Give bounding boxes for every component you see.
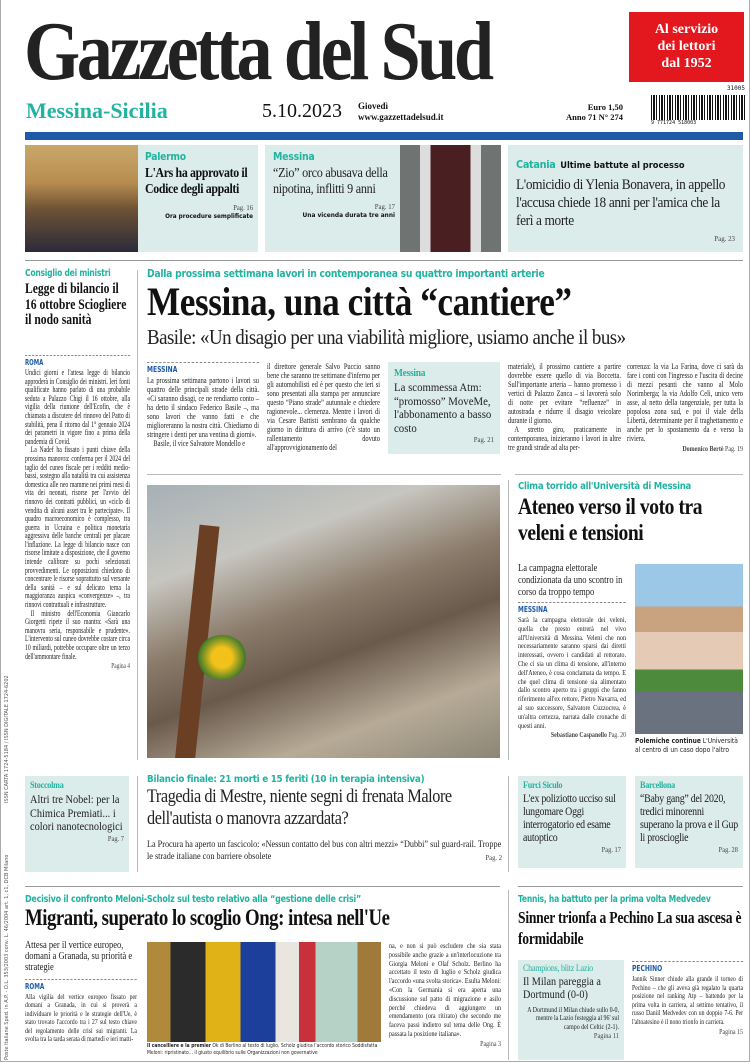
box-title: Altri tre Nobel: per la Chimica Premiati... i colori nanotecnologici [30,792,123,833]
article-page: Pag. 19 [725,444,743,453]
article-page: Pag. 2 [485,852,502,862]
teaser-title: “Zio” orco abusava della nipotina, inflitti 9 anni [273,165,388,196]
article-title: Migranti, superato lo scoglio Ong: intesa nell'Ue [25,905,390,931]
meloni-scholz-photo [147,942,381,1042]
article-lead [147,268,743,350]
article-kicker: Clima torrido all'Università di Messina [518,481,692,492]
box-champions[interactable] [518,960,624,1060]
teaser-title: L'omicidio di Ylenia Bonavera, in appello l'accusa chiede 18 anni per l'amica che la ferì a morte [516,177,726,229]
article-summary: La Procura ha aperto un fascicolo: «Nessun contatto del bus con altri mezzi» “Dubbi” sul guard-rail. Troppe le strade italiane con barriere obsolete [147,840,502,862]
teaser-kicker-secondary: Ultime battute al processo [560,161,685,171]
photo-caption: L'Università al centro di un caso dopo l'altro [635,737,738,754]
box-barcellona[interactable] [635,776,743,868]
article-page: Pagina 3 [480,1038,501,1048]
article-location: PECHINO [632,961,743,973]
photo-caption: Ok di Berlino al testo di luglio, Scholz giudica l'accordo storico Soddisfatta Meloni: ripristinato... il giusto equilibrio sulle Organizzazioni non governative [147,1043,378,1056]
article-kicker: Bilancio finale: 21 morti e 15 feriti (10 in terapia intensiva) [147,774,425,785]
box-page: Pagina 11 [593,1031,619,1041]
parliament-photo [25,145,138,252]
box-page: Pag. 17 [601,845,621,854]
margin-notes: Poste Italiane Sped. in A.P. - D.L. 353/2003 conv. L. 46/2004 art. 1, c1, DCB Milano ISSN CARTA 1724-5184 / ISSN DIGITALE 1724-6202 [4,675,10,1060]
article-bilancio [25,268,130,335]
article-page: Pag. 20 [608,730,626,740]
article-body: La Nadef ha fissato i punti chiave della prossima manovra: conferma per il 2024 del taglio del cuneo fiscale per i redditi medio-bassi, sostegno alla natalità tra cui assistenza domestica alle neo mamme nei primi mesi di vita dei neonati, risorse per l'avvio del rinnovo dei contratti pubblici, un «ciclo di vendita di alcuni asset tra le partecipate». Il quadro macroeconomico è complesso, tra guerra in Ucraina e politica monetaria aggressiva delle banche centrali per placare l'inflazione. La legge di bilancio nasce con risorse limitate a disposizione, che il governo intende calibrare su pochi selezionati provvedimenti. Le opposizioni chiedono di concentrare le risorse soprattutto sul versante della sanità – e sul delicato tema la maggioranza auspica «convergenze» –, tra rinnovi contrattuali e infrastrutture. [25,445,130,610]
article-body: Basile, il vice Salvatore Mondello e [153,439,246,448]
article-author: Domenico Bertè [682,444,724,453]
badge-line: Al servizio [654,22,719,37]
teaser-page: Pag. 16 [233,203,253,212]
teaser-subtitle: Una vicenda durata tre anni [302,211,395,219]
badge-line: dei lettori [657,39,716,54]
caption-bold: Il cancelliere e la premier [147,1043,211,1049]
box-title: Il Milan pareggia a Dortmund (0-0) [523,974,601,1001]
article-subtitle: Basile: «Un disagio per una viabilità migliore, usiamo anche il bus» [147,325,626,349]
article-page: Pagina 15 [719,1026,743,1036]
issn-digital: ISSN DIGITALE 1724-6202 [4,675,10,740]
teaser-kicker: Messina [273,151,315,163]
university-photo [635,564,743,734]
article-kicker: Consiglio dei ministri [25,268,111,279]
article-kicker: Decisivo il confronto Meloni-Scholz sul testo relativo alla “gestione delle crisi” [25,894,361,905]
article-location: ROMA [25,355,130,367]
issue-date: 5.10.2023 [262,100,342,122]
teaser-messina[interactable] [265,145,501,252]
article-body: A stretto giro, praticamente in contemporanea, inizieranno i lavori in altre tre grandi strade ad alta per- [508,425,621,452]
article-title: Ateneo verso il voto tra veleni e tensioni [518,494,703,545]
mestre-bridge-photo [147,485,500,758]
article-body: correnza: la via La Farina, dove ci sarà da fare i conti con l'ingresso e l'uscita di decine di mezzi pesanti che vanno al Molo Norimberga; la via Adolfo Celi, unico vero asse, al netto della tangenziale, per tutta la popolosa zona sud, e poi il viale della Libertà, determinante per il traghettamento e anche per lo spostamento da e verso la riviera. [627,362,743,443]
article-location: ROMA [25,979,137,991]
issn-print: ISSN CARTA 1724-5184 [4,744,10,803]
teaser-subtitle: Ora procedure semplificate [165,212,253,220]
box-kicker: Stoccolma [30,781,64,791]
weekday: Giovedì [358,101,389,111]
box-body: A Dortmund il Milan chiude sullo 0-0, mentre la Lazio festeggia al 96' sul campo del Celtic (2-1). [527,1006,619,1031]
article-body: materiale), il prossimo cantiere a partire dovrebbe essere quello di via Boccetta. Sull'importante arteria – hanno promesso i vertici di Palazzo Zanca – si lavorerà solo di notte per evitare “refluenze” in autostrada e ridurre il disagio veicolare durante il giorno. [508,362,621,425]
article-subtitle: La campagna elettorale condizionata da uno scontro in corso da troppo tempo [518,563,623,598]
article-title: Tragedia di Mestre, niente segni di frenata Malore dell'autista o manovra azzardata? [147,787,452,829]
caption-bold: Polemiche continue [635,737,701,745]
issue-number: Anno 71 N° 274 [565,112,623,122]
website-link[interactable]: www.gazzettadelsud.it [358,112,444,122]
article-author: Sebastiano Caspanello [550,730,607,740]
teaser-kicker: Palermo [145,151,186,163]
article-sinner [518,894,743,949]
barcode [651,85,745,126]
box-kicker: Furci Siculo [523,781,563,791]
article-body: Sarà la campagna elettorale dei veleni, quella che presto entrerà nel vivo all'Università di Messina. Veleni che non necessariamente saranno sparsi dai diretti interessati, ovvero i candidati al rettorato. Che ci sia un clima di tensione, all'interno dell'Ateneo, è cosa conclamata da tempo. E che quel clima di tensione sia alimentato dallo scontro aperto tra i gruppi che fanno riferimento all'ex rettore, Pietro Navarra, ed al suo successore, Salvatore Cuzzocrea, è un'altra certezza, narrata dalle cronache di questi anni. [518,615,626,730]
masthead-bar [25,132,743,140]
teaser-page: Pag. 17 [374,202,395,211]
teaser-page: Pag. 23 [714,234,735,243]
box-nobel[interactable] [25,776,129,872]
box-kicker: Champions, blitz Lazio [523,964,593,974]
article-body: Il ministro dell'Economia Giancarlo Giorgetti ripete il suo mantra: «Sarà una manovra seria, responsabile e prudente». L'intervento sul cuneo dovrebbe costare circa 10 miliardi, potrebbe occupare oltre un terzo dell'ammontare finale. [25,608,130,661]
article-kicker: Tennis, ha battuto per la prima volta Medvedev [518,894,711,905]
box-page: Pag. 7 [107,833,124,843]
article-body: Undici giorni e l'attesa legge di bilancio approderà in Consiglio dei ministri. Ieri fonti qualificate hanno parlato di una probabile seduta a Palazzo Chigi il 16 ottobre, alla vigilia della riunione dell'Ecofin, che è chiamata a discutere del rinnovo del Patto di stabilità, pena il ritorno dal 1° gennaio 2024 dei parametri in vigore fino a prima della pandemia di Covid. [25,368,130,446]
article-body: Alla vigilia del vertice europeo fissato per domani a Granada, in cui si proverà a individuare le priorità e le strategie dell'Ue, è stato trovato l'accordo tra i 27 sul testo chiave del regolamento delle crisi sui migranti. La svolta tra la tarda serata di martedì e ieri matti- [25,992,137,1044]
masthead-title: Gazzetta del Sud [24,5,491,98]
article-body: na, e non si può escludere che sia stata possibile anche grazie a un'interlocuzione tra Giorgia Meloni e Olaf Scholz. Berlino ha accettato il testo di luglio e Scholz giudica l'accordo «una svolta storica». Esulta Meloni: «Con la Germania si era aperta una discussione sul patto di migrazione e asilo perché chiedeva di aggiungere un emendamento (ora ritirato) che secondo me faceva passi indietro sul tema delle Ong. È passata la posizione italiana». [389,941,501,1038]
box-atm[interactable] [388,362,500,454]
badge-line: dal 1952 [661,56,712,71]
article-ateneo [518,481,743,546]
box-title: L'ex poliziotto ucciso sul lungomare Oggi interrogatorio ed esame autoptico [523,793,616,844]
article-migranti [25,894,505,932]
box-page: Pag. 21 [473,435,494,444]
door-photo [400,145,501,252]
postal-note: Poste Italiane Sped. in A.P. - D.L. 353/2003 conv. L. 46/2004 art. 1, c1, DCB Milano [4,854,10,1060]
article-body: La prossima settimana partono i lavori su quattro delle principali strade della città. «Ci saranno disagi, ce ne rendiamo conto – ha detto il sindaco Federico Basile –, ma sono lavori che vanno fatti e che miglioreranno la nostra città. Chiediamo di stringere i denti per una ventina di giorni». [147,376,259,439]
article-body: il direttore generale Salvo Puccio sanno bene che saranno tre settimane d'inferno per gli automobilisti ed è per questo che ieri si sono presentati alla stampa per annunciare questo “Piano strade” autunnale e chiedere ragionevole... clemenza. Mentre i lavori di via Cesare Battisti sembrano da qualche giorno in dirittura di arrivo (c'è stato un rallentamento dovuto all'approvvigionamento del [267,362,380,452]
price: Euro 1,50 [587,102,623,112]
teaser-catania[interactable] [508,145,743,252]
article-mestre [147,774,502,863]
teaser-kicker: Catania [516,159,556,171]
edition-name: Messina-Sicilia [26,98,168,123]
masthead-badge [629,12,744,82]
box-kicker: Barcellona [640,781,675,791]
box-kicker: Messina [394,368,426,379]
teaser-palermo[interactable] [25,145,258,252]
box-furci[interactable] [518,776,626,868]
article-page: Pagina 4 [111,661,130,671]
article-kicker: Dalla prossima settimana lavori in contemporanea su quattro importanti arterie [147,268,545,280]
article-subtitle: Attesa per il vertice europeo, domani a Granada, su priorità e strategie [25,940,133,973]
box-page: Pag. 28 [718,845,738,854]
barcode-top: 31005 [726,85,745,92]
article-title: Sinner trionfa a Pechino La sua ascesa è formidabile [518,908,742,948]
article-location: MESSINA [147,362,259,374]
article-title: Messina, una città “cantiere” [147,279,572,324]
box-title: La scommessa Atm: “promosso” MoveMe, l'abbonamento a basso costo [394,380,492,435]
article-location: MESSINA [518,602,626,614]
box-title: “Baby gang” del 2020, tredici minorenni superano la prova e il Gup li proscioglie [640,793,738,844]
article-body: Jannik Sinner chiude alla grande il torneo di Pechino – che gli aveva già regalato la quarta posizione nel ranking Atp – battendo per la prima volta in carriera, al settimo tentativo, il russo Daniil Medvedev con un doppio 7-6. Per l'altoatesino è il nono trionfo in carriera. [632,975,743,1026]
teaser-title: L'Ars ha approvato il Codice degli appalti [145,165,248,196]
article-title: Legge di bilancio il 16 ottobre Sciogliere il nodo sanità [25,281,127,328]
barcode-bottom: 9 771724 518003 [651,120,697,126]
